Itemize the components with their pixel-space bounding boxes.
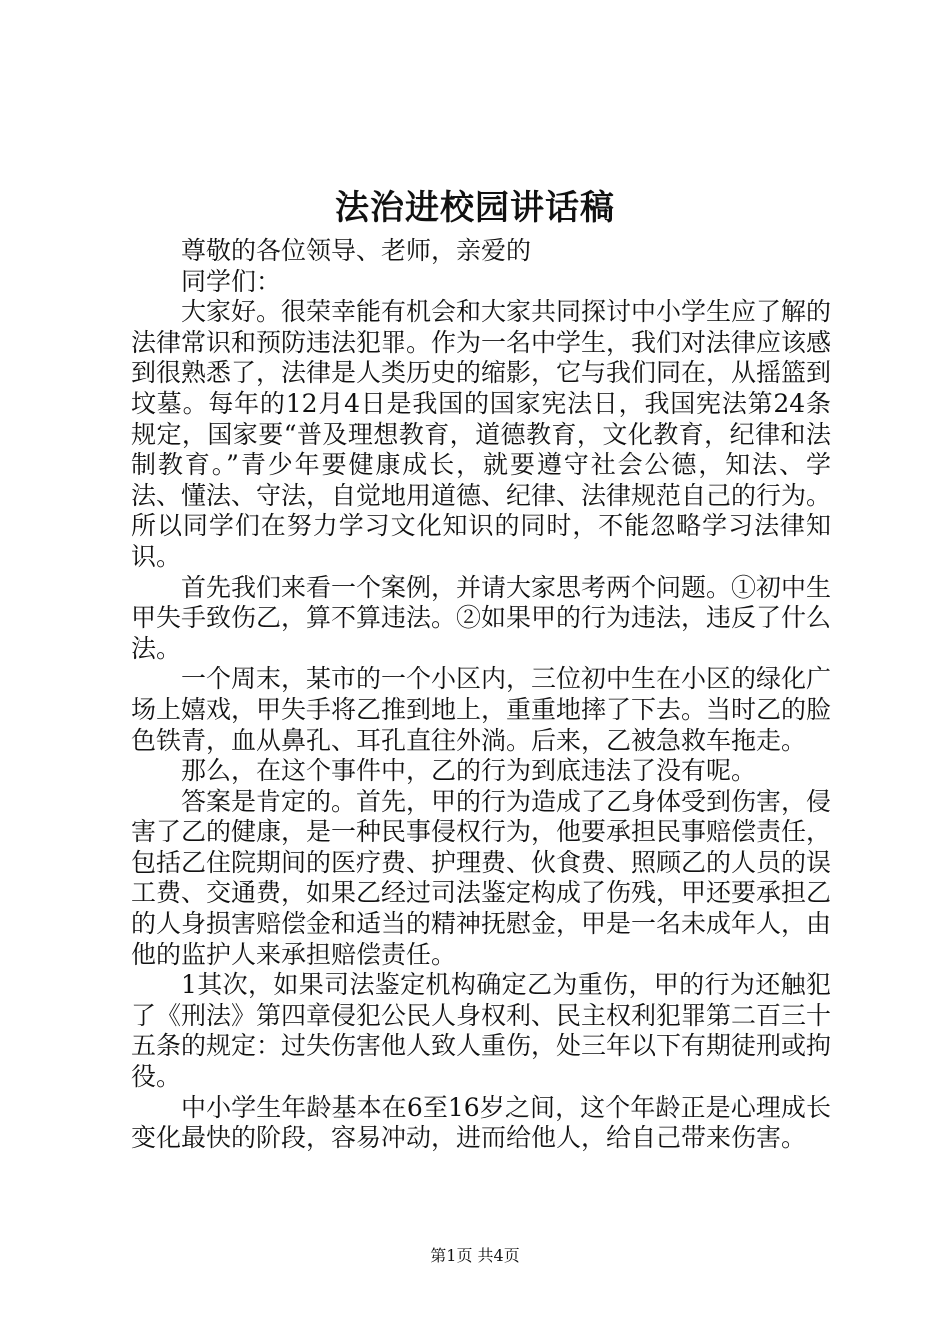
paragraph-criminal-law: 1其次，如果司法鉴定机构确定乙为重伤，甲的行为还触犯了《刑法》第四章侵犯公民人身权利、民主权利犯罪第二百三十五条的规定：过失伤害他人致人重伤，处三年以下有期徒刑或拘役。 <box>131 970 832 1092</box>
page-footer: 第1页 共4页 <box>430 1246 520 1265</box>
paragraph-case: 一个周末，某市的一个小区内，三位初中生在小区的绿化广场上嬉戏，甲失手将乙推到地上，重重地摔了下去。当时乙的脸色铁青，血从鼻孔、耳孔直往外淌。后来，乙被急救车拖走。 <box>131 664 832 755</box>
paragraph-intro: 大家好。很荣幸能有机会和大家共同探讨中小学生应了解的法律常识和预防违法犯罪。作为一名中学生，我们对法律应该感到很熟悉了，法律是人类历史的缩影，它与我们同在，从摇篮到坟墓。每年的12月4日是我国的国家宪法日，我国宪法第24条规定，国家要“普及理想教育，道德教育，文化教育，纪律和法制教育。”青少年要健康成长，就要遵守社会公德，知法、学法、懂法、守法，自觉地用道德、纪律、法律规范自己的行为。所以同学们在努力学习文化知识的同时，不能忽略学习法律知识。 <box>131 297 832 571</box>
paragraph-answer: 答案是肯定的。首先，甲的行为造成了乙身体受到伤害，侵害了乙的健康，是一种民事侵权行为，他要承担民事赔偿责任，包括乙住院期间的医疗费、护理费、伙食费、照顾乙的人员的误工费、交通费，如果乙经过司法鉴定构成了伤残，甲还要承担乙的人身损害赔偿金和适当的精神抚慰金，甲是一名未成年人，由他的监护人来承担赔偿责任。 <box>131 786 832 969</box>
paragraph-question-recap: 那么，在这个事件中，乙的行为到底违法了没有呢。 <box>181 756 757 786</box>
document-title: 法治进校园讲话稿 <box>335 188 615 228</box>
greeting-line-1: 尊敬的各位领导、老师，亲爱的 <box>181 236 532 265</box>
greeting-line-2: 同学们： <box>181 266 282 296</box>
document-body <box>131 236 831 1154</box>
paragraph-questions: 首先我们来看一个案例，并请大家思考两个问题。①初中生甲失手致伤乙，算不算违法。②如果甲的行为违法，违反了什么法。 <box>131 572 832 663</box>
paragraph-age: 中小学生年龄基本在6至16岁之间，这个年龄正是心理成长变化最快的阶段，容易冲动，进而给他人，给自己带来伤害。 <box>131 1092 831 1153</box>
